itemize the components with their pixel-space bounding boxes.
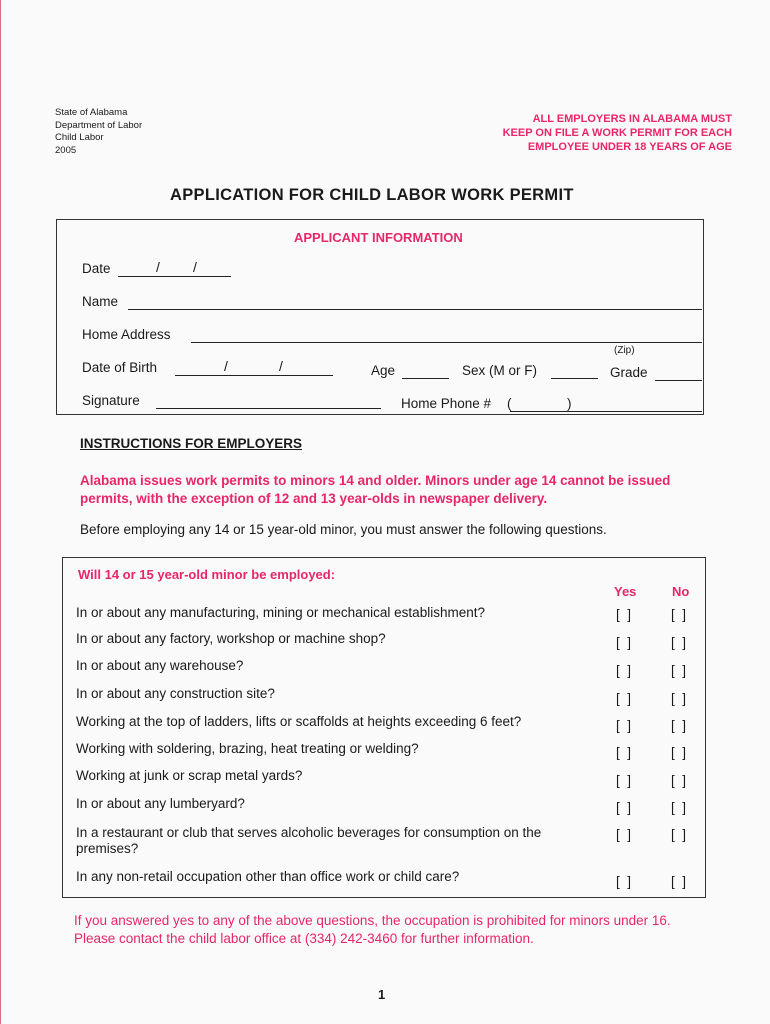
phone-label: Home Phone #: [401, 396, 492, 411]
dob-slash-2: /: [279, 358, 283, 374]
question-item: In or about any warehouse?: [76, 658, 244, 673]
yes-checkbox[interactable]: [ ]: [616, 635, 632, 650]
phone-close-paren: ): [567, 396, 572, 411]
agency-year: 2005: [55, 144, 77, 156]
age-label: Age: [371, 363, 396, 378]
no-checkbox[interactable]: [ ]: [671, 607, 687, 622]
footer-note: If you answered yes to any of the above questions, the occupation is prohibited for minors under 16. Please contact the child labor office at (334) 242-3460 for further information.: [74, 913, 671, 946]
yes-checkbox[interactable]: [ ]: [616, 874, 632, 889]
address-label: Home Address: [82, 327, 171, 342]
question-item: In any non-retail occupation other than office work or child care?: [76, 869, 460, 884]
phone-field[interactable]: [510, 411, 702, 412]
no-checkbox[interactable]: [ ]: [671, 635, 687, 650]
yes-checkbox[interactable]: [ ]: [616, 800, 632, 815]
no-checkbox[interactable]: [ ]: [671, 745, 687, 760]
age-warning: Alabama issues work permits to minors 14 and older. Minors under age 14 cannot be issued permits, with the exception of 12 and 13 year-olds in newspaper delivery.: [80, 473, 671, 506]
agency-block: [55, 107, 142, 157]
agency-division: Child Labor: [55, 132, 104, 143]
question-item: In or about any factory, workshop or machine shop?: [76, 631, 386, 646]
zip-label: (Zip): [614, 345, 635, 356]
no-checkbox[interactable]: [ ]: [671, 773, 687, 788]
question-item: In a restaurant or club that serves alcoholic beverages for consumption on the premises?: [76, 825, 542, 856]
yes-checkbox[interactable]: [ ]: [616, 773, 632, 788]
date-slash-2: /: [193, 259, 197, 275]
name-label: Name: [82, 294, 119, 309]
page-number: 1: [378, 987, 386, 1002]
yes-checkbox[interactable]: [ ]: [616, 827, 632, 842]
date-slash-1: /: [156, 259, 160, 275]
page-edge: [0, 0, 1, 1024]
grade-label: Grade: [610, 365, 648, 380]
yes-checkbox[interactable]: [ ]: [616, 718, 632, 733]
yes-checkbox[interactable]: [ ]: [616, 607, 632, 622]
instructions-heading: INSTRUCTIONS FOR EMPLOYERS: [80, 436, 303, 451]
signature-label: Signature: [82, 393, 140, 408]
notice-line-2: KEEP ON FILE A WORK PERMIT FOR EACH: [502, 127, 732, 139]
yes-checkbox[interactable]: [ ]: [616, 691, 632, 706]
age-field[interactable]: [402, 378, 449, 379]
yes-checkbox[interactable]: [ ]: [616, 745, 632, 760]
agency-state: State of Alabama: [55, 107, 128, 118]
no-checkbox[interactable]: [ ]: [671, 663, 687, 678]
date-field[interactable]: [118, 276, 231, 277]
sex-field[interactable]: [551, 378, 598, 379]
applicant-heading: APPLICANT INFORMATION: [294, 230, 463, 245]
question-item: In or about any construction site?: [76, 686, 275, 701]
applicant-info-box: [56, 219, 704, 415]
agency-department: Department of Labor: [55, 119, 143, 131]
no-checkbox[interactable]: [ ]: [671, 827, 687, 842]
dob-slash-1: /: [224, 358, 228, 374]
employer-notice: [440, 112, 732, 154]
date-label: Date: [82, 261, 111, 276]
form-title: APPLICATION FOR CHILD LABOR WORK PERMIT: [170, 186, 574, 204]
no-column-header: No: [672, 584, 690, 599]
address-field[interactable]: [191, 342, 702, 343]
notice-line-3: EMPLOYEE UNDER 18 YEARS OF AGE: [527, 141, 732, 153]
notice-line-1: ALL EMPLOYERS IN ALABAMA MUST: [532, 113, 732, 125]
dob-label: Date of Birth: [82, 360, 158, 375]
no-checkbox[interactable]: [ ]: [671, 874, 687, 889]
questions-heading: Will 14 or 15 year-old minor be employed:: [78, 567, 336, 582]
phone-open-paren: (: [507, 396, 512, 411]
question-item: Working at the top of ladders, lifts or scaffolds at heights exceeding 6 feet?: [76, 714, 522, 729]
yes-checkbox[interactable]: [ ]: [616, 663, 632, 678]
grade-field[interactable]: [655, 380, 702, 381]
yes-column-header: Yes: [614, 584, 637, 599]
instructions-text: Before employing any 14 or 15 year-old minor, you must answer the following questions.: [80, 522, 607, 537]
question-item: Working at junk or scrap metal yards?: [76, 768, 303, 783]
no-checkbox[interactable]: [ ]: [671, 718, 687, 733]
question-item: In or about any manufacturing, mining or mechanical establishment?: [76, 605, 485, 620]
name-field[interactable]: [128, 309, 702, 310]
question-item: Working with soldering, brazing, heat treating or welding?: [76, 741, 419, 756]
sex-label: Sex (M or F): [462, 363, 538, 378]
dob-field[interactable]: [175, 375, 333, 376]
no-checkbox[interactable]: [ ]: [671, 691, 687, 706]
no-checkbox[interactable]: [ ]: [671, 800, 687, 815]
signature-field[interactable]: [156, 408, 381, 409]
question-item: In or about any lumberyard?: [76, 796, 245, 811]
